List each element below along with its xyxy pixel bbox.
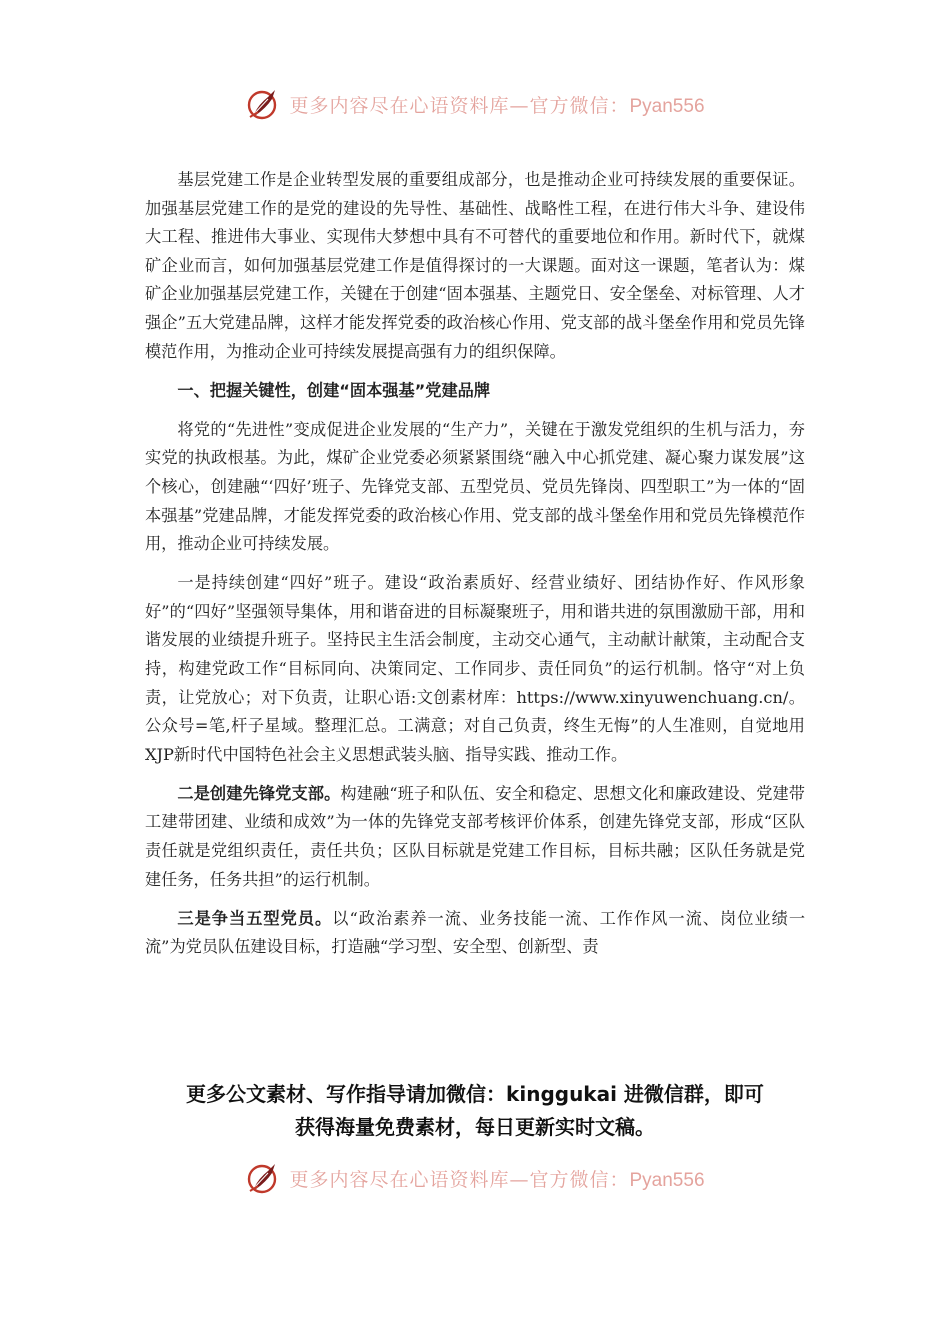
point-2-lead: 二是创建先锋党支部。 bbox=[177, 783, 341, 803]
intro-paragraph: 基层党建工作是企业转型发展的重要组成部分，也是推动企业可持续发展的重要保证。加强基层党建工作的是党的建设的先导性、基础性、战略性工程，在进行伟大斗争、建设伟大工程、推进伟大事业、实现伟大梦想中具有不可替代的重要地位和作用。新时代下，就煤矿企业而言，如何加强基层党建工作是值得探讨的一大课题。面对这一课题，笔者认为：煤矿企业加强基层党建工作，关键在于创建“固本强基、主题党日、安全堡垒、对标管理、人才强企”五大党建品牌，这样才能发挥党委的政治核心作用、党支部的战斗堡垒作用和党员先锋模范作用，为推动企业可持续发展提高强有力的组织保障。 bbox=[145, 170, 805, 361]
promo-line-1: 更多公文素材、写作指导请加微信：kinggukai 进微信群，即可 bbox=[186, 1082, 764, 1106]
footer-watermark bbox=[0, 1156, 950, 1200]
watermark-text: 更多内容尽在心语资料库—官方微信：Pyan556 bbox=[289, 94, 705, 117]
promo-line-2: 获得海量免费素材，每日更新实时文稿。 bbox=[295, 1115, 655, 1139]
section-heading: 一、把握关键性，创建“固本强基”党建品牌 bbox=[177, 380, 491, 400]
quill-logo-icon bbox=[245, 1158, 285, 1198]
point-paragraph-1: 一是持续创建“四好”班子。建设“政治素质好、经营业绩好、团结协作好、作风形象好”的“四好”坚强领导集体，用和谐奋进的目标凝聚班子，用和谐共进的氛围激励干部，用和谐发展的业绩提升班子。坚持民主生活会制度，主动交心通气，主动献计献策，主动配合支持，构建党政工作“目标同向、决策同定、工作同步、责任同负”的运行机制。恪守“对上负责，让党放心；对下负责，让职心语:文创素材库：https://www.xinyuwenchuang.cn/。公众号=笔,杆子星域。整理汇总。工满意；对自己负责，终生无悔”的人生准则，自觉地用XJP新时代中国特色社会主义思想武装头脑、指导实践、推动工作。 bbox=[145, 573, 805, 764]
quill-logo-icon bbox=[245, 84, 285, 124]
point-paragraph-2 bbox=[145, 780, 805, 894]
article-body bbox=[145, 166, 805, 962]
watermark-wechat-id: Pyan556 bbox=[629, 1169, 705, 1191]
header-watermark bbox=[0, 82, 950, 126]
watermark-text: 更多内容尽在心语资料库—官方微信：Pyan556 bbox=[289, 1168, 705, 1191]
promo-banner bbox=[120, 1078, 830, 1144]
point-2-body: 构建融“班子和队伍、安全和稳定、思想文化和廉政建设、党建带工建带团建、业绩和成效”为一体的先锋党支部考核评价体系，创建先锋党支部，形成“区队责任就是党组织责任，责任共负；区队目标就是党建工作目标，目标共融；区队任务就是党建任务，任务共担”的运行机制。 bbox=[145, 783, 805, 889]
point-3-body: 以“政治素养一流、业务技能一流、工作作风一流、岗位业绩一流”为党员队伍建设目标，打造融“学习型、安全型、创新型、责 bbox=[145, 908, 806, 957]
point-paragraph-3 bbox=[145, 905, 805, 962]
section-paragraph: 将党的“先进性”变成促进企业发展的“生产力”，关键在于激发党组织的生机与活力，夯实党的执政根基。为此，煤矿企业党委必须紧紧围绕“融入中心抓党建、凝心聚力谋发展”这个核心，创建融“‘四好’班子、先锋党支部、五型党员、党员先锋岗、四型职工”为一体的“固本强基”党建品牌，才能发挥党委的政治核心作用、党支部的战斗堡垒作用和党员先锋模范作用，推动企业可持续发展。 bbox=[145, 419, 805, 554]
point-3-lead: 三是争当五型党员。 bbox=[177, 908, 333, 928]
watermark-wechat-id: Pyan556 bbox=[629, 95, 705, 117]
